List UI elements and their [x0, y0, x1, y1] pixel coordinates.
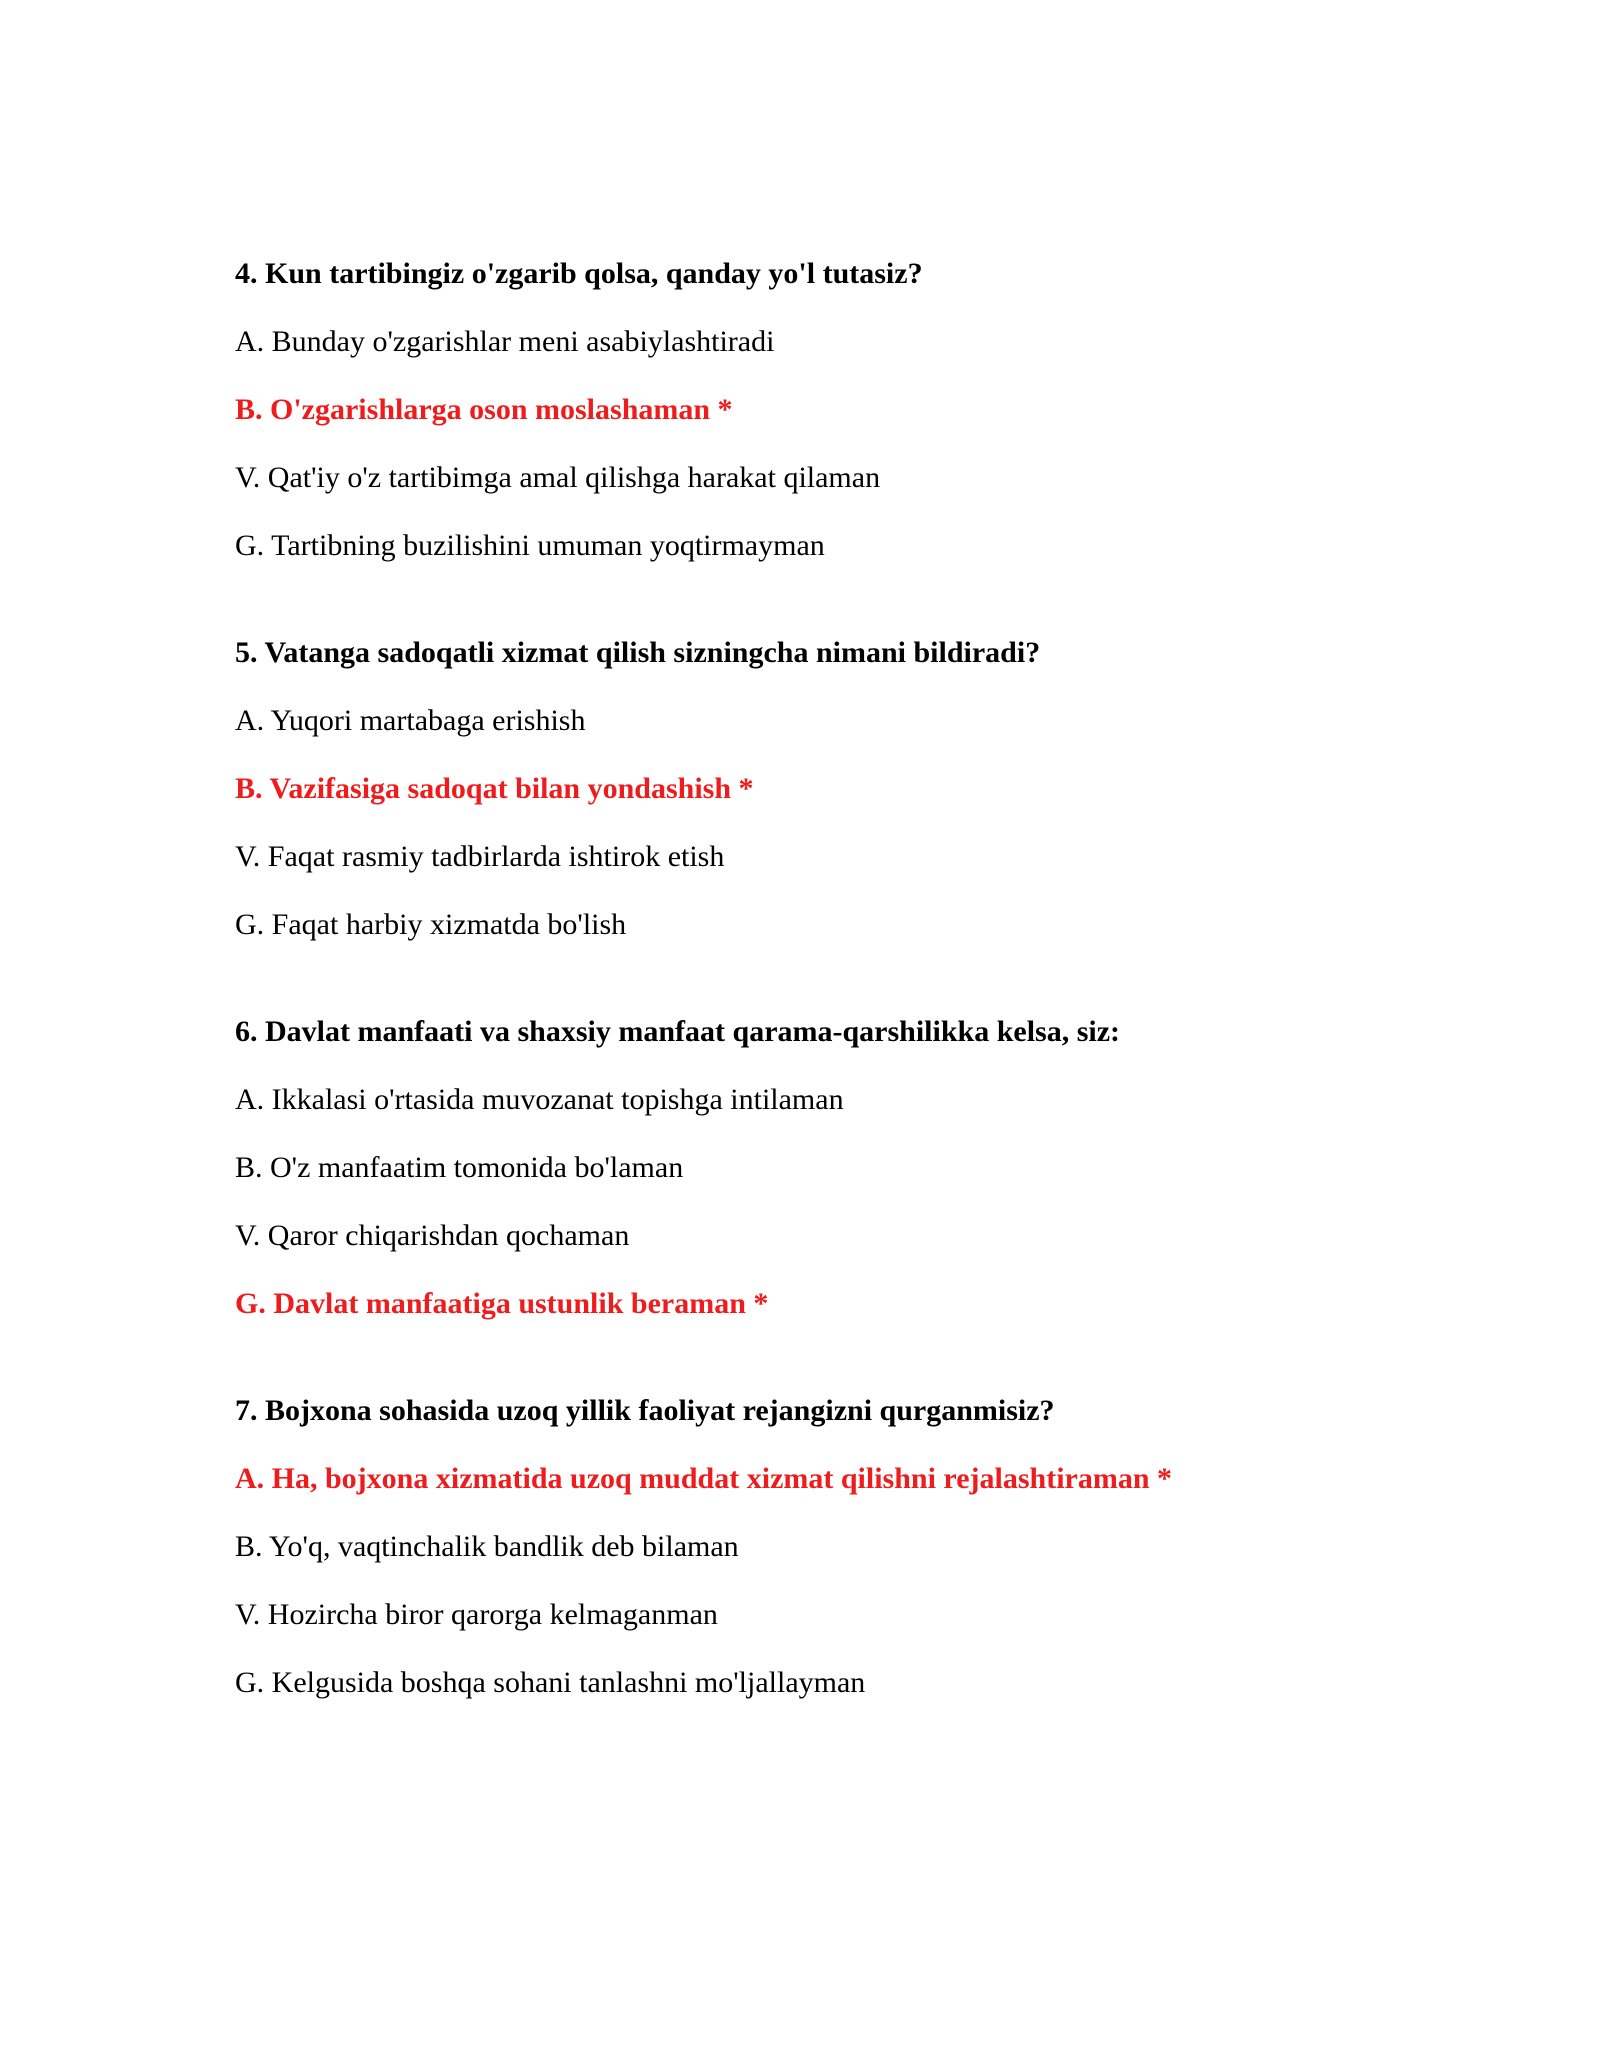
question-text: 5. Vatanga sadoqatli xizmat qilish sizningcha nimani bildiradi? [235, 636, 1041, 669]
question-text: 7. Bojxona sohasida uzoq yillik faoliyat rejangizni qurganmisiz? [235, 1394, 1055, 1427]
question-block-4 [235, 256, 1395, 564]
answer-option: G. Tartibning buzilishini umuman yoqtirmayman [235, 529, 825, 562]
answer-option: V. Qat'iy o'z tartibimga amal qilishga harakat qilaman [235, 461, 881, 494]
answer-option: B. O'z manfaatim tomonida bo'laman [235, 1151, 684, 1184]
question-block-7 [235, 1393, 1395, 1701]
answer-option: G. Faqat harbiy xizmatda bo'lish [235, 908, 627, 941]
question-block-6 [235, 1014, 1395, 1322]
answer-option: A. Bunday o'zgarishlar meni asabiylashtiradi [235, 325, 775, 358]
correct-answer-option: G. Davlat manfaatiga ustunlik beraman * [235, 1287, 769, 1320]
quiz-content [235, 256, 1395, 1701]
question-text: 4. Kun tartibingiz o'zgarib qolsa, qanday yo'l tutasiz? [235, 257, 923, 290]
answer-option: V. Faqat rasmiy tadbirlarda ishtirok etish [235, 840, 725, 873]
answer-option: B. Yo'q, vaqtinchalik bandlik deb bilaman [235, 1530, 739, 1563]
correct-answer-option: B. Vazifasiga sadoqat bilan yondashish * [235, 772, 754, 805]
question-block-5 [235, 635, 1395, 943]
question-text: 6. Davlat manfaati va shaxsiy manfaat qarama-qarshilikka kelsa, siz: [235, 1015, 1121, 1048]
correct-answer-option: B. O'zgarishlarga oson moslashaman * [235, 393, 733, 426]
answer-option: V. Hozircha biror qarorga kelmaganman [235, 1598, 718, 1631]
answer-option: A. Yuqori martabaga erishish [235, 704, 586, 737]
answer-option: G. Kelgusida boshqa sohani tanlashni mo'ljallayman [235, 1666, 866, 1699]
correct-answer-option: A. Ha, bojxona xizmatida uzoq muddat xizmat qilishni rejalashtiraman * [235, 1462, 1173, 1495]
answer-option: A. Ikkalasi o'rtasida muvozanat topishga intilaman [235, 1083, 844, 1116]
answer-option: V. Qaror chiqarishdan qochaman [235, 1219, 630, 1252]
